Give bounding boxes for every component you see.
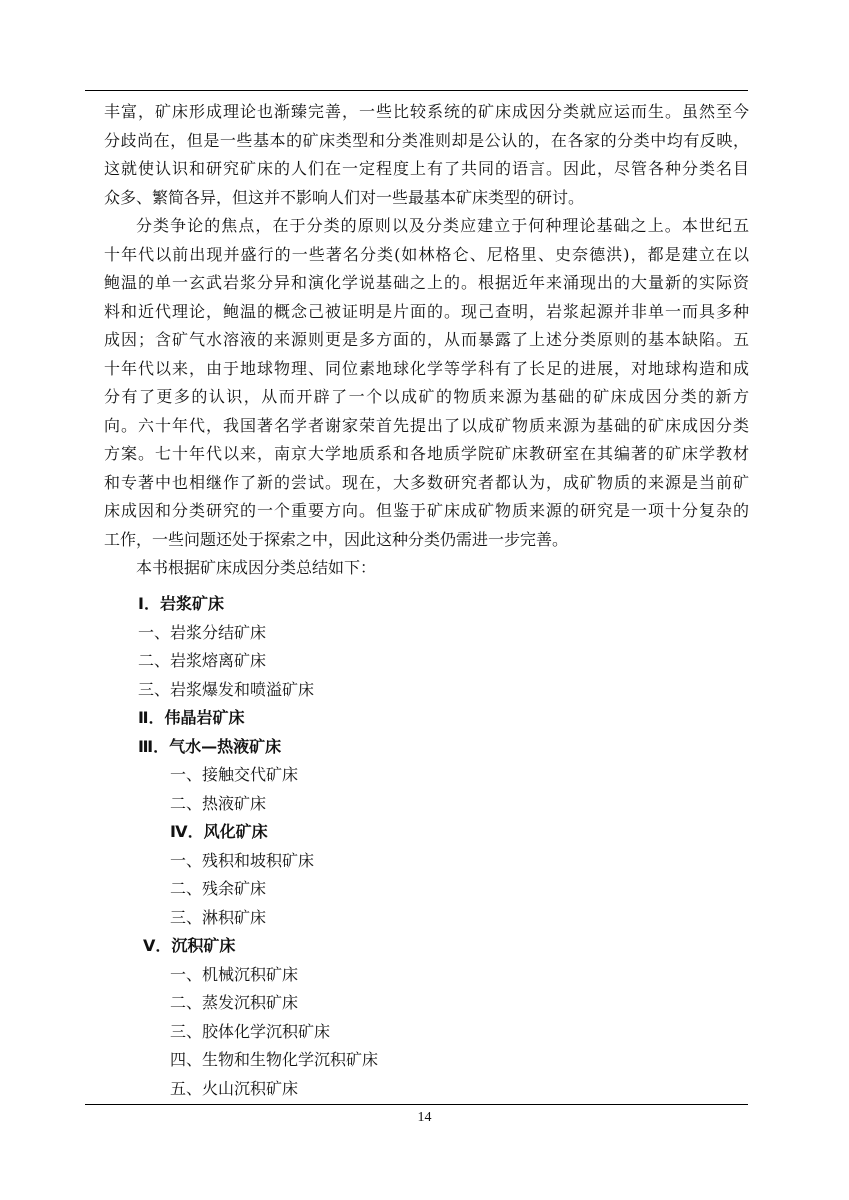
text-line: 方案。七十年代以来，南京大学地质系和各地质学院矿床教研室在其编著的矿床学教材 <box>104 444 749 463</box>
text-line: 床成因和分类研究的一个重要方向。但鉴于矿床成矿物质来源的研究是一项十分复杂的 <box>104 501 749 520</box>
outline-item: 一、接触交代矿床 <box>170 765 299 784</box>
outline-item: 一、机械沉积矿床 <box>170 965 299 984</box>
document-body <box>104 98 749 583</box>
outline-heading: Ⅲ．气水—热液矿床 <box>138 737 282 756</box>
outline-item: 一、岩浆分结矿床 <box>138 623 267 642</box>
text-line: 料和近代理论，鲍温的概念己被证明是片面的。现己查明，岩浆起源并非单一而具多种 <box>104 301 749 321</box>
outline-heading: Ⅱ．伟晶岩矿床 <box>138 708 245 727</box>
paragraph-continued <box>104 98 749 212</box>
text-line: 工作，一些问题还处于探索之中，因此这种分类仍需进一步完善。 <box>104 529 569 549</box>
summary-intro: 本书根据矿床成因分类总结如下： <box>136 558 377 577</box>
page-number: 14 <box>417 1110 432 1125</box>
outline-item: 三、淋积矿床 <box>170 908 267 927</box>
text-line: 分有了更多的认识，从而开辟了一个以成矿的物质来源为基础的矿床成因分类的新方 <box>104 387 749 406</box>
outline-heading: Ⅰ．岩浆矿床 <box>138 594 224 613</box>
text-line: 众多、繁简各异，但这并不影响人们对一些最基本矿床类型的研讨。 <box>104 187 585 207</box>
outline-item: 二、热液矿床 <box>170 794 267 813</box>
text-line: 十年代以前出现并盛行的一些著名分类(如林格仑、尼格里、史奈德洪)，都是建立在以 <box>104 244 749 264</box>
outline-item: 三、岩浆爆发和喷溢矿床 <box>138 680 315 699</box>
footer-rule <box>85 1104 748 1105</box>
outline-item: 三、胶体化学沉积矿床 <box>170 1022 331 1041</box>
outline-heading: Ⅴ．沉积矿床 <box>143 936 236 955</box>
text-line: 分类争论的焦点，在于分类的原则以及分类应建立于何种理论基础之上。本世纪五 <box>136 216 749 235</box>
text-line: 丰富，矿床形成理论也渐臻完善，一些比较系统的矿床成因分类就应运而生。虽然至今 <box>104 102 749 121</box>
outline-item: 二、残余矿床 <box>170 879 267 898</box>
outline-item: 五、火山沉积矿床 <box>170 1079 299 1098</box>
text-line: 和专著中也相继作了新的尝试。现在，大多数研究者都认为，成矿物质的来源是当前矿 <box>104 472 749 492</box>
header-rule <box>85 90 748 91</box>
text-line: 鲍温的单一玄武岩浆分异和演化学说基础之上的。根据近年来涌现出的大量新的实际资 <box>104 273 749 292</box>
text-line: 向。六十年代，我国著名学者谢家荣首先提出了以成矿物质来源为基础的矿床成因分类 <box>104 415 749 435</box>
text-line: 成因；含矿气水溶液的来源则更是多方面的，从而暴露了上述分类原则的基本缺陷。五 <box>104 330 749 349</box>
outline-item: 四、生物和生物化学沉积矿床 <box>170 1050 379 1069</box>
outline-item: 二、蒸发沉积矿床 <box>170 993 299 1012</box>
text-line: 分歧尚在，但是一些基本的矿床类型和分类准则却是公认的，在各家的分类中均有反映， <box>104 130 749 150</box>
text-line: 这就使认识和研究矿床的人们在一定程度上有了共同的语言。因此，尽管各种分类名目 <box>104 159 749 178</box>
outline-item: 二、岩浆熔离矿床 <box>138 651 267 670</box>
outline-item: 一、残积和坡积矿床 <box>170 851 315 870</box>
paragraph-classification-debate <box>104 212 749 554</box>
text-line: 十年代以来，由于地球物理、同位素地球化学等学科有了长足的进展，对地球构造和成 <box>104 358 749 378</box>
outline-heading: Ⅳ．风化矿床 <box>170 822 268 841</box>
